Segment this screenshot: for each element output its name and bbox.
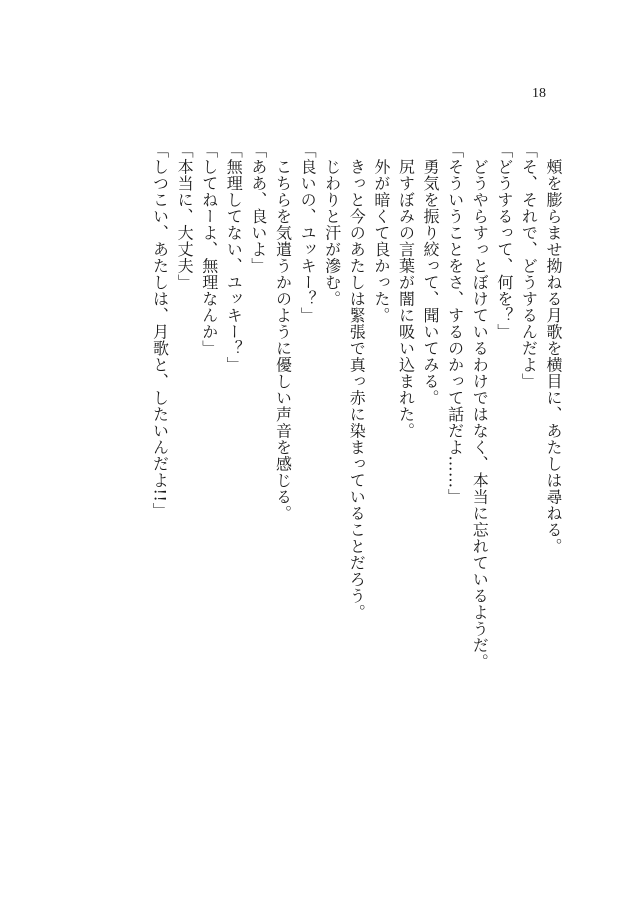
page-number: 18	[532, 86, 546, 101]
text-line: 「してねーよ、無理なんか」	[199, 142, 219, 357]
text-line: 「そ、それで、どうするんだよ」	[519, 142, 539, 390]
text-line: 「どうするって、何を？」	[494, 142, 514, 340]
text-line: こちらを気遣うかのように優しい声音を感じる。	[273, 142, 293, 522]
text-line: 勇気を振り絞って、聞いてみる。	[421, 142, 441, 406]
text-line: きっと今のあたしは緊張で真っ赤に染まっていることだろう。	[347, 142, 367, 621]
text-line: どうやらすっとぼけているわけではなく、本当に忘れているようだ。	[470, 142, 490, 670]
text-line: 尻すぼみの言葉が闇に吸い込まれた。	[396, 142, 416, 439]
text-line: 外が暗くて良かった。	[371, 142, 391, 324]
text-line: 「そういうことをさ、するのかって話だよ……」	[445, 142, 465, 505]
vertical-text-body	[147, 142, 565, 842]
text-line: 「しつこい、あたしは、月歌と、したいんだよ!!」	[150, 142, 170, 519]
text-line: 「良いの、ユッキー？」	[298, 142, 318, 324]
text-line: 頰を膨らませ拗ねる月歌を横目に、あたしは尋ねる。	[544, 142, 563, 555]
text-line: 「無理してない、ユッキー？」	[224, 142, 244, 373]
text-line: じわりと汗が滲む。	[322, 142, 342, 307]
text-line: 「本当に、大丈夫」	[175, 142, 195, 291]
text-line: 「ああ、良いよ」	[248, 142, 268, 274]
